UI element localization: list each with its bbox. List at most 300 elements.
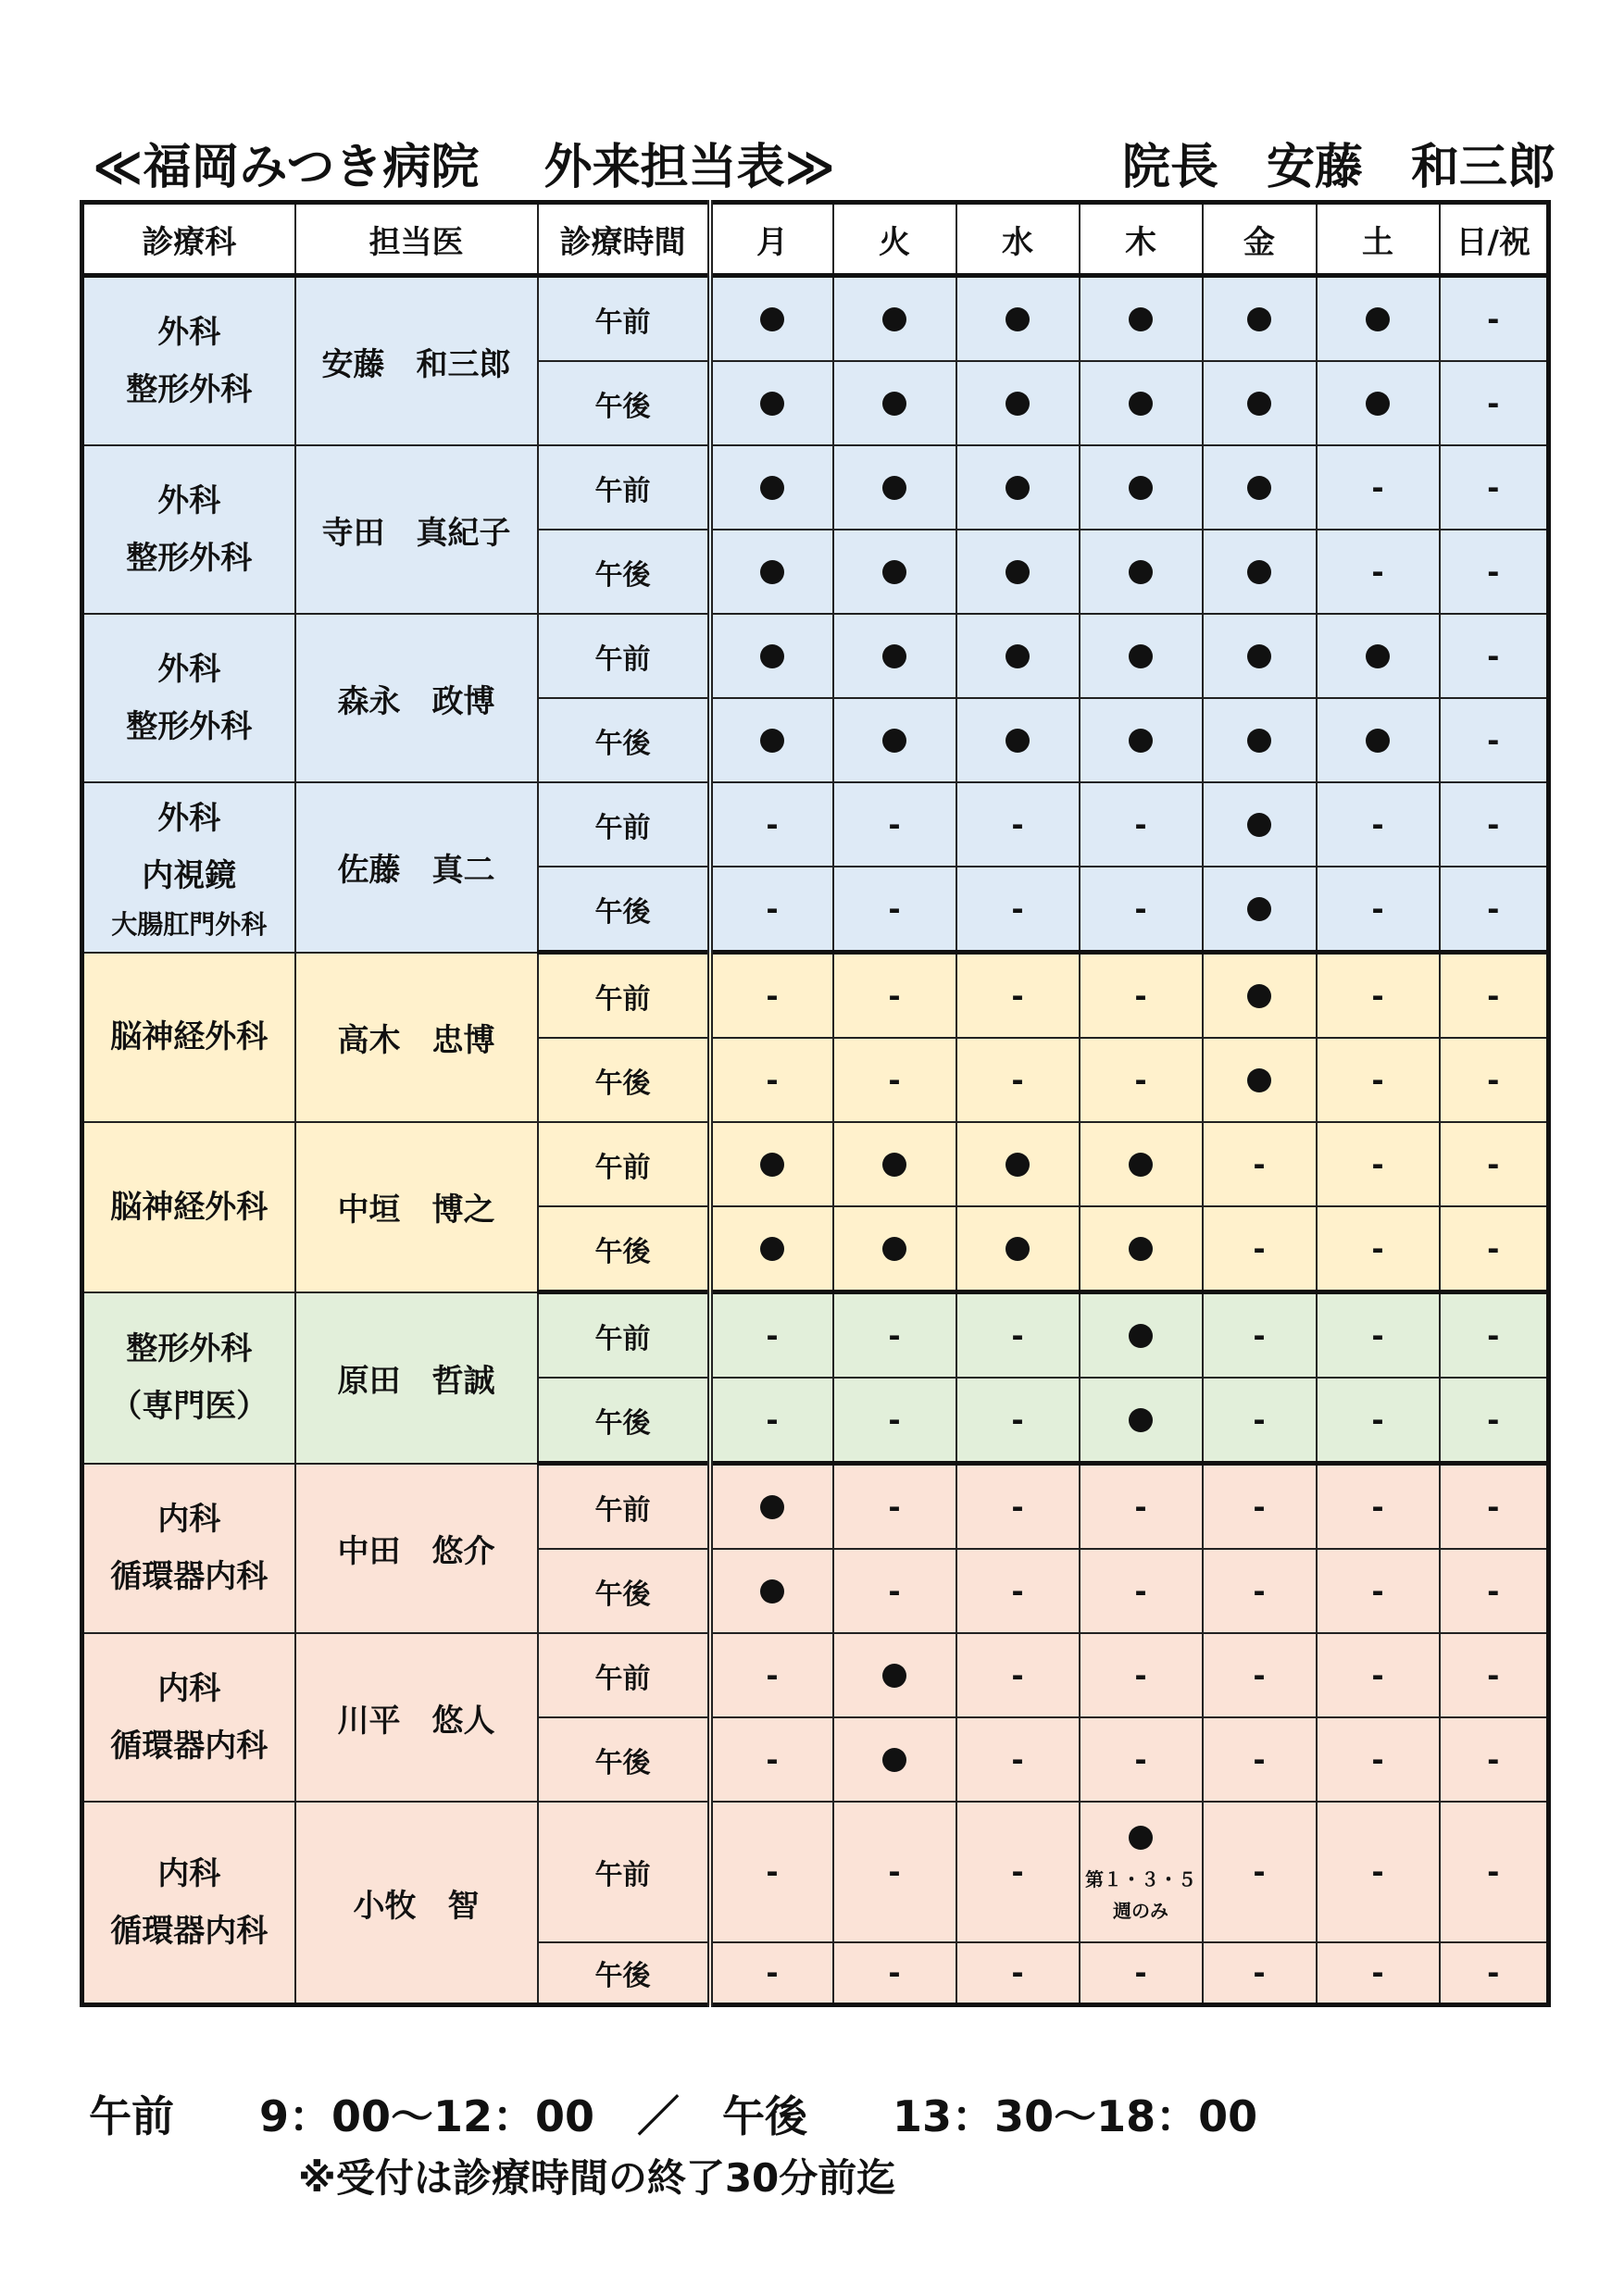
col-header-mon: 月 <box>710 203 833 276</box>
availability-sat-pm <box>1317 1038 1440 1122</box>
table-row <box>82 782 1549 867</box>
unavailable-dash: - <box>1011 891 1024 927</box>
available-dot-icon <box>760 1237 784 1261</box>
availability-sun-pm <box>1440 1378 1549 1464</box>
reception-note: ※受付は診療時間の終了30分前迄 <box>298 2155 896 2201</box>
col-header-tue: 火 <box>833 203 956 276</box>
availability-thu-pm <box>1080 530 1203 614</box>
availability-wed-pm <box>956 1717 1080 1802</box>
doctor-name: 佐藤 真二 <box>295 782 538 953</box>
available-dot-icon <box>1129 560 1153 584</box>
unavailable-dash: - <box>1134 1955 1147 1990</box>
availability-fri-pm <box>1203 867 1317 953</box>
unavailable-dash: - <box>766 1062 779 1098</box>
unavailable-dash: - <box>1253 1146 1266 1182</box>
availability-sun-am <box>1440 276 1549 362</box>
availability-sat-pm <box>1317 1549 1440 1633</box>
table-row <box>82 276 1549 362</box>
unavailable-dash: - <box>1134 1741 1147 1778</box>
availability-mon-am <box>710 614 833 698</box>
time-slot-am: 午前 <box>538 445 710 530</box>
time-slot-am: 午前 <box>538 614 710 698</box>
unavailable-dash: - <box>1134 891 1147 927</box>
unavailable-dash: - <box>1371 1955 1384 1990</box>
availability-fri-am <box>1203 1633 1317 1717</box>
availability-tue-pm <box>833 1378 956 1464</box>
table-row <box>82 445 1549 530</box>
availability-thu-pm <box>1080 1942 1203 2005</box>
available-dot-icon <box>1247 644 1271 668</box>
unavailable-dash: - <box>766 1657 779 1693</box>
doctor-name: 中田 悠介 <box>295 1464 538 1634</box>
availability-fri-am <box>1203 614 1317 698</box>
department-name: 循環器内科 <box>110 1913 269 1950</box>
available-dot-icon <box>1129 644 1153 668</box>
availability-wed-am <box>956 1802 1080 1942</box>
unavailable-dash: - <box>888 1955 901 1990</box>
availability-fri-am <box>1203 1802 1317 1942</box>
doctor-name: 小牧 智 <box>295 1802 538 2005</box>
availability-mon-pm <box>710 867 833 953</box>
availability-sun-am <box>1440 1292 1549 1379</box>
availability-tue-pm <box>833 1549 956 1633</box>
unavailable-dash: - <box>1487 1402 1500 1438</box>
doctor-name: 森永 政博 <box>295 614 538 782</box>
table-row <box>82 1802 1549 1942</box>
available-dot-icon <box>1247 1068 1271 1092</box>
availability-mon-pm <box>710 361 833 445</box>
availability-mon-pm <box>710 1549 833 1633</box>
time-slot-pm: 午後 <box>538 1942 710 2005</box>
available-dot-icon <box>882 392 906 416</box>
availability-wed-am <box>956 1292 1080 1379</box>
availability-thu-am <box>1080 953 1203 1039</box>
department-name: 脳神経外科 <box>110 1188 269 1226</box>
available-dot-icon <box>1006 644 1030 668</box>
director-name: 院長 安藤 和三郎 <box>1121 140 1555 195</box>
department-name: 内科 <box>157 1855 221 1892</box>
unavailable-dash: - <box>888 806 901 842</box>
unavailable-dash: - <box>1487 891 1500 927</box>
unavailable-dash: - <box>1371 1230 1384 1267</box>
availability-sat-am <box>1317 953 1440 1039</box>
availability-thu-am <box>1080 1122 1203 1206</box>
unavailable-dash: - <box>1371 1657 1384 1693</box>
unavailable-dash: - <box>766 1741 779 1778</box>
available-dot-icon <box>760 1153 784 1177</box>
department-subname: 大腸肛門外科 <box>111 908 268 940</box>
availability-fri-pm <box>1203 1206 1317 1292</box>
availability-thu-am <box>1080 1802 1203 1942</box>
availability-mon-pm <box>710 1206 833 1292</box>
unavailable-dash: - <box>1134 806 1147 842</box>
availability-tue-pm <box>833 530 956 614</box>
available-dot-icon <box>1006 392 1030 416</box>
col-header-wed: 水 <box>956 203 1080 276</box>
availability-sun-pm <box>1440 530 1549 614</box>
availability-wed-am <box>956 445 1080 530</box>
availability-sun-pm <box>1440 1717 1549 1802</box>
availability-wed-pm <box>956 530 1080 614</box>
availability-sun-am <box>1440 1122 1549 1206</box>
availability-sat-pm <box>1317 530 1440 614</box>
unavailable-dash: - <box>888 978 901 1014</box>
department-name: 整形外科 <box>126 540 253 577</box>
department-name: 整形外科 <box>126 371 253 408</box>
available-dot-icon <box>882 1748 906 1772</box>
unavailable-dash: - <box>1371 1146 1384 1182</box>
availability-sat-am <box>1317 782 1440 867</box>
col-header-thu: 木 <box>1080 203 1203 276</box>
availability-wed-am <box>956 1633 1080 1717</box>
availability-sat-am <box>1317 1802 1440 1942</box>
availability-sat-pm <box>1317 1378 1440 1464</box>
available-dot-icon <box>1247 476 1271 500</box>
department-name: （専門医） <box>110 1388 269 1425</box>
unavailable-dash: - <box>1371 1573 1384 1609</box>
unavailable-dash: - <box>1487 1955 1500 1990</box>
availability-tue-am <box>833 1292 956 1379</box>
availability-mon-am <box>710 953 833 1039</box>
unavailable-dash: - <box>1487 554 1500 590</box>
availability-mon-pm <box>710 698 833 782</box>
table-header-row <box>82 203 1549 276</box>
availability-thu-am <box>1080 1633 1203 1717</box>
department-name: 外科 <box>157 799 221 837</box>
availability-fri-am <box>1203 782 1317 867</box>
available-dot-icon <box>882 1153 906 1177</box>
available-dot-icon <box>1366 729 1390 753</box>
availability-tue-pm <box>833 867 956 953</box>
availability-tue-pm <box>833 361 956 445</box>
unavailable-dash: - <box>1487 1741 1500 1778</box>
availability-sat-pm <box>1317 1206 1440 1292</box>
doctor-name: 中垣 博之 <box>295 1122 538 1292</box>
unavailable-dash: - <box>1371 1489 1384 1525</box>
availability-sun-am <box>1440 1464 1549 1550</box>
unavailable-dash: - <box>1253 1854 1266 1890</box>
department-name: 整形外科 <box>126 708 253 745</box>
unavailable-dash: - <box>1371 978 1384 1014</box>
availability-tue-pm <box>833 1717 956 1802</box>
consultation-hours: 午前 9：00〜12：00 ／ 午後 13：30〜18：00 <box>89 2091 1258 2141</box>
department-name: 脳神経外科 <box>110 1018 269 1056</box>
unavailable-dash: - <box>1371 1402 1384 1438</box>
availability-mon-am <box>710 1633 833 1717</box>
availability-sat-am <box>1317 1464 1440 1550</box>
availability-mon-am <box>710 1464 833 1550</box>
availability-thu-am <box>1080 1464 1203 1550</box>
department-cell <box>82 1633 295 1802</box>
availability-sun-pm <box>1440 1549 1549 1633</box>
availability-sun-pm <box>1440 698 1549 782</box>
availability-thu-pm <box>1080 1717 1203 1802</box>
unavailable-dash: - <box>1371 554 1384 590</box>
unavailable-dash: - <box>888 1489 901 1525</box>
availability-fri-am <box>1203 1122 1317 1206</box>
availability-mon-pm <box>710 1378 833 1464</box>
availability-thu-am <box>1080 1292 1203 1379</box>
availability-wed-pm <box>956 1206 1080 1292</box>
availability-sun-am <box>1440 1633 1549 1717</box>
time-slot-pm: 午後 <box>538 361 710 445</box>
availability-sun-pm <box>1440 361 1549 445</box>
availability-tue-am <box>833 614 956 698</box>
unavailable-dash: - <box>1487 806 1500 842</box>
availability-fri-pm <box>1203 1378 1317 1464</box>
unavailable-dash: - <box>1371 1741 1384 1778</box>
availability-thu-pm <box>1080 1206 1203 1292</box>
available-dot-icon <box>1129 1324 1153 1348</box>
available-dot-icon <box>1129 1153 1153 1177</box>
availability-sun-pm <box>1440 1038 1549 1122</box>
unavailable-dash: - <box>1011 1573 1024 1609</box>
available-dot-icon <box>1129 1826 1153 1850</box>
availability-fri-am <box>1203 953 1317 1039</box>
availability-tue-pm <box>833 1206 956 1292</box>
availability-sat-am <box>1317 614 1440 698</box>
availability-sat-pm <box>1317 698 1440 782</box>
department-cell <box>82 445 295 614</box>
available-dot-icon <box>1247 392 1271 416</box>
time-slot-am: 午前 <box>538 1633 710 1717</box>
availability-sat-pm <box>1317 1717 1440 1802</box>
department-name: 循環器内科 <box>110 1728 269 1765</box>
unavailable-dash: - <box>1011 1489 1024 1525</box>
unavailable-dash: - <box>1011 1854 1024 1890</box>
availability-wed-pm <box>956 361 1080 445</box>
unavailable-dash: - <box>888 1402 901 1438</box>
unavailable-dash: - <box>1487 1146 1500 1182</box>
availability-thu-am <box>1080 782 1203 867</box>
availability-tue-am <box>833 1633 956 1717</box>
availability-wed-pm <box>956 698 1080 782</box>
availability-mon-am <box>710 1802 833 1942</box>
department-name: 外科 <box>157 651 221 688</box>
unavailable-dash: - <box>1487 722 1500 758</box>
unavailable-dash: - <box>1011 1402 1024 1438</box>
availability-tue-pm <box>833 1038 956 1122</box>
doctor-name: 安藤 和三郎 <box>295 276 538 446</box>
availability-mon-am <box>710 782 833 867</box>
availability-sun-am <box>1440 782 1549 867</box>
department-cell <box>82 1464 295 1634</box>
available-dot-icon <box>760 644 784 668</box>
availability-mon-am <box>710 445 833 530</box>
available-dot-icon <box>1129 1408 1153 1432</box>
time-slot-am: 午前 <box>538 1122 710 1206</box>
available-dot-icon <box>1006 307 1030 331</box>
availability-thu-pm <box>1080 867 1203 953</box>
unavailable-dash: - <box>1134 1062 1147 1098</box>
available-dot-icon <box>1129 392 1153 416</box>
availability-fri-am <box>1203 1464 1317 1550</box>
unavailable-dash: - <box>1487 469 1500 505</box>
unavailable-dash: - <box>1487 1062 1500 1098</box>
available-dot-icon <box>1006 1237 1030 1261</box>
unavailable-dash: - <box>1011 1955 1024 1990</box>
availability-sun-am <box>1440 1802 1549 1942</box>
available-dot-icon <box>1366 392 1390 416</box>
unavailable-dash: - <box>1487 1230 1500 1267</box>
unavailable-dash: - <box>1253 1317 1266 1354</box>
availability-sat-am <box>1317 1292 1440 1379</box>
unavailable-dash: - <box>1253 1489 1266 1525</box>
availability-mon-pm <box>710 1717 833 1802</box>
unavailable-dash: - <box>1487 1317 1500 1354</box>
department-name: 内視鏡 <box>142 856 237 894</box>
unavailable-dash: - <box>766 891 779 927</box>
schedule-note: 第１・３・５ 週のみ <box>1085 1868 1196 1922</box>
available-dot-icon <box>760 307 784 331</box>
available-dot-icon <box>1129 476 1153 500</box>
availability-tue-am <box>833 1802 956 1942</box>
availability-wed-pm <box>956 1378 1080 1464</box>
table-row <box>82 1292 1549 1379</box>
available-dot-icon <box>760 1495 784 1519</box>
unavailable-dash: - <box>1371 1854 1384 1890</box>
availability-fri-am <box>1203 445 1317 530</box>
time-slot-pm: 午後 <box>538 867 710 953</box>
department-cell <box>82 1122 295 1292</box>
department-name: 整形外科 <box>126 1330 253 1367</box>
unavailable-dash: - <box>766 806 779 842</box>
doctor-name: 川平 悠人 <box>295 1633 538 1802</box>
time-slot-am: 午前 <box>538 1292 710 1379</box>
unavailable-dash: - <box>766 1955 779 1990</box>
availability-tue-pm <box>833 1942 956 2005</box>
time-slot-pm: 午後 <box>538 698 710 782</box>
availability-wed-pm <box>956 1942 1080 2005</box>
table-row <box>82 1633 1549 1717</box>
col-header-time: 診療時間 <box>538 203 710 276</box>
availability-fri-am <box>1203 1292 1317 1379</box>
availability-fri-pm <box>1203 698 1317 782</box>
available-dot-icon <box>1247 813 1271 837</box>
availability-sat-am <box>1317 445 1440 530</box>
availability-wed-am <box>956 953 1080 1039</box>
available-dot-icon <box>760 392 784 416</box>
availability-mon-pm <box>710 1942 833 2005</box>
available-dot-icon <box>882 1237 906 1261</box>
unavailable-dash: - <box>1487 1854 1500 1890</box>
unavailable-dash: - <box>1011 1657 1024 1693</box>
unavailable-dash: - <box>1011 1741 1024 1778</box>
available-dot-icon <box>1129 1237 1153 1261</box>
outpatient-schedule-table <box>80 200 1551 2007</box>
time-slot-am: 午前 <box>538 782 710 867</box>
doctor-name: 高木 忠博 <box>295 953 538 1123</box>
available-dot-icon <box>1129 729 1153 753</box>
available-dot-icon <box>760 729 784 753</box>
doctor-name: 寺田 真紀子 <box>295 445 538 614</box>
available-dot-icon <box>1006 476 1030 500</box>
department-cell <box>82 1292 295 1464</box>
availability-fri-pm <box>1203 1717 1317 1802</box>
unavailable-dash: - <box>1134 1573 1147 1609</box>
availability-tue-am <box>833 782 956 867</box>
available-dot-icon <box>760 560 784 584</box>
availability-fri-pm <box>1203 1942 1317 2005</box>
availability-thu-am <box>1080 614 1203 698</box>
availability-wed-am <box>956 782 1080 867</box>
availability-thu-pm <box>1080 1038 1203 1122</box>
col-header-sat: 土 <box>1317 203 1440 276</box>
unavailable-dash: - <box>888 1854 901 1890</box>
available-dot-icon <box>1247 307 1271 331</box>
time-slot-pm: 午後 <box>538 1717 710 1802</box>
availability-mon-am <box>710 1292 833 1379</box>
unavailable-dash: - <box>1487 1489 1500 1525</box>
department-name: 内科 <box>157 1501 221 1539</box>
available-dot-icon <box>1247 729 1271 753</box>
availability-wed-am <box>956 1122 1080 1206</box>
availability-sun-pm <box>1440 1942 1549 2005</box>
unavailable-dash: - <box>1487 1657 1500 1693</box>
time-slot-pm: 午後 <box>538 1206 710 1292</box>
unavailable-dash: - <box>1011 1317 1024 1354</box>
available-dot-icon <box>882 307 906 331</box>
col-header-department: 診療科 <box>82 203 295 276</box>
table-row <box>82 953 1549 1039</box>
availability-mon-am <box>710 1122 833 1206</box>
department-name: 内科 <box>157 1670 221 1707</box>
availability-sun-pm <box>1440 867 1549 953</box>
availability-thu-am <box>1080 276 1203 362</box>
unavailable-dash: - <box>766 1402 779 1438</box>
available-dot-icon <box>760 476 784 500</box>
available-dot-icon <box>1129 307 1153 331</box>
department-cell <box>82 953 295 1123</box>
unavailable-dash: - <box>888 1573 901 1609</box>
availability-tue-am <box>833 1122 956 1206</box>
unavailable-dash: - <box>1487 301 1500 337</box>
unavailable-dash: - <box>1371 806 1384 842</box>
department-cell <box>82 276 295 446</box>
unavailable-dash: - <box>1487 385 1500 421</box>
table-row <box>82 614 1549 698</box>
available-dot-icon <box>1006 729 1030 753</box>
availability-thu-pm <box>1080 1378 1203 1464</box>
department-cell <box>82 782 295 953</box>
available-dot-icon <box>1247 897 1271 921</box>
unavailable-dash: - <box>1253 1230 1266 1267</box>
unavailable-dash: - <box>1371 891 1384 927</box>
available-dot-icon <box>760 1579 784 1603</box>
availability-mon-pm <box>710 530 833 614</box>
unavailable-dash: - <box>1253 1955 1266 1990</box>
table-row <box>82 1464 1549 1550</box>
col-header-fri: 金 <box>1203 203 1317 276</box>
availability-wed-am <box>956 1464 1080 1550</box>
availability-sun-pm <box>1440 1206 1549 1292</box>
unavailable-dash: - <box>1253 1741 1266 1778</box>
unavailable-dash: - <box>1134 1489 1147 1525</box>
unavailable-dash: - <box>766 978 779 1014</box>
department-cell <box>82 1802 295 2005</box>
availability-wed-pm <box>956 1038 1080 1122</box>
available-dot-icon <box>882 560 906 584</box>
unavailable-dash: - <box>1134 978 1147 1014</box>
unavailable-dash: - <box>1371 1317 1384 1354</box>
col-header-sun-holiday: 日/祝 <box>1440 203 1549 276</box>
available-dot-icon <box>1247 984 1271 1008</box>
availability-sat-pm <box>1317 1942 1440 2005</box>
available-dot-icon <box>882 644 906 668</box>
availability-tue-am <box>833 276 956 362</box>
department-name: 外科 <box>157 314 221 351</box>
availability-tue-am <box>833 445 956 530</box>
